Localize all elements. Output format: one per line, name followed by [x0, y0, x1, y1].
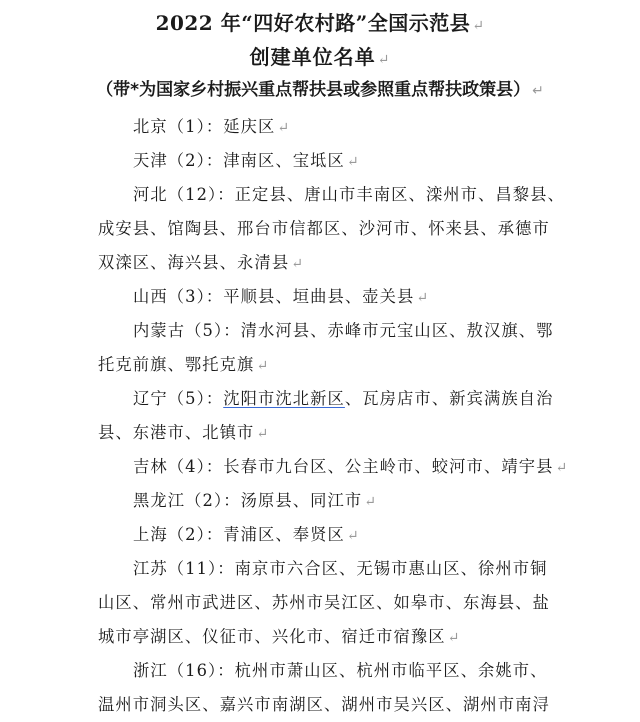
- document-body: [98, 110, 569, 722]
- line-text: 、瓦房店市、新宾满族自治: [344, 389, 554, 408]
- line-text: 山区、常州市武进区、苏州市吴江区、如皋市、东海县、盐: [98, 593, 550, 612]
- text-line: [98, 586, 560, 620]
- text-line: [98, 450, 569, 484]
- text-line: [98, 518, 560, 552]
- line-text: 温州市洞头区、嘉兴市南湖区、湖州市吴兴区、湖州市南浔: [98, 695, 550, 714]
- text-line: [98, 178, 565, 212]
- text-line: [98, 484, 560, 518]
- paragraph-mark-icon: ↵: [447, 630, 461, 646]
- text-line: [98, 246, 560, 280]
- line-text: 山西（3）：平顺县、垣曲县、壶关县: [133, 287, 415, 306]
- line-text: 双滦区、海兴县、永清县: [98, 253, 290, 272]
- text-line: [98, 654, 560, 688]
- line-text: 吉林（4）：长春市九台区、公主岭市、蛟河市、靖宇县: [133, 457, 554, 476]
- note-text: （带*为国家乡村振兴重点帮扶县或参照重点帮扶政策县）: [96, 80, 531, 100]
- paragraph-mark-icon: ↵: [256, 426, 270, 442]
- paragraph-mark-icon: ↵: [555, 460, 569, 476]
- line-text: 城市亭湖区、仪征市、兴化市、宿迁市宿豫区: [98, 627, 446, 646]
- paragraph-mark-icon: ↵: [377, 52, 391, 68]
- title-text-2: 创建单位名单: [249, 45, 376, 69]
- line-text: 辽宁（5）：: [133, 389, 224, 408]
- document-title-line-2: [0, 47, 640, 70]
- line-text: 天津（2）：津南区、宝坻区: [133, 151, 345, 170]
- text-line: [98, 688, 560, 722]
- paragraph-mark-icon: ↵: [256, 358, 270, 374]
- text-line: [98, 314, 560, 348]
- text-line: [98, 348, 560, 382]
- paragraph-mark-icon: ↵: [291, 256, 305, 272]
- line-text: 北京（1）：延庆区: [133, 117, 276, 136]
- paragraph-mark-icon: ↵: [416, 290, 430, 306]
- line-text: 江苏（11）：南京市六合区、无锡市惠山区、徐州市铜: [133, 559, 548, 578]
- line-text: 内蒙古（5）：清水河县、赤峰市元宝山区、敖汉旗、鄂: [133, 321, 554, 340]
- title-text-1: 2022 年“四好农村路”全国示范县: [155, 11, 471, 35]
- text-line: [98, 144, 560, 178]
- paragraph-mark-icon: ↵: [346, 528, 360, 544]
- paragraph-mark-icon: ↵: [346, 154, 360, 170]
- line-text: 黑龙江（2）：汤原县、同江市: [133, 491, 363, 510]
- line-text: 上海（2）：青浦区、奉贤区: [133, 525, 345, 544]
- line-text: 县、东港市、北镇市: [98, 423, 255, 442]
- paragraph-mark-icon: ↵: [472, 18, 485, 34]
- text-line: [98, 382, 560, 416]
- text-line: [98, 416, 560, 450]
- paragraph-mark-icon: ↵: [532, 83, 544, 99]
- text-line: [98, 110, 560, 144]
- paragraph-mark-icon: ↵: [277, 120, 291, 136]
- line-text: 浙江（16）：杭州市萧山区、杭州市临平区、余姚市、: [133, 661, 548, 680]
- underlined-text: 沈阳市沈北新区: [223, 389, 345, 408]
- text-line: [98, 620, 560, 654]
- line-text: 河北（12）：正定县、唐山市丰南区、滦州市、昌黎县、: [133, 185, 565, 204]
- text-line: [98, 552, 560, 586]
- line-text: 成安县、馆陶县、邢台市信都区、沙河市、怀来县、承德市: [98, 219, 550, 238]
- document-title-line-1: [0, 13, 640, 36]
- text-line: [98, 280, 560, 314]
- document-subtitle-note: [0, 80, 640, 101]
- paragraph-mark-icon: ↵: [364, 494, 378, 510]
- line-text: 托克前旗、鄂托克旗: [98, 355, 255, 374]
- text-line: [98, 212, 560, 246]
